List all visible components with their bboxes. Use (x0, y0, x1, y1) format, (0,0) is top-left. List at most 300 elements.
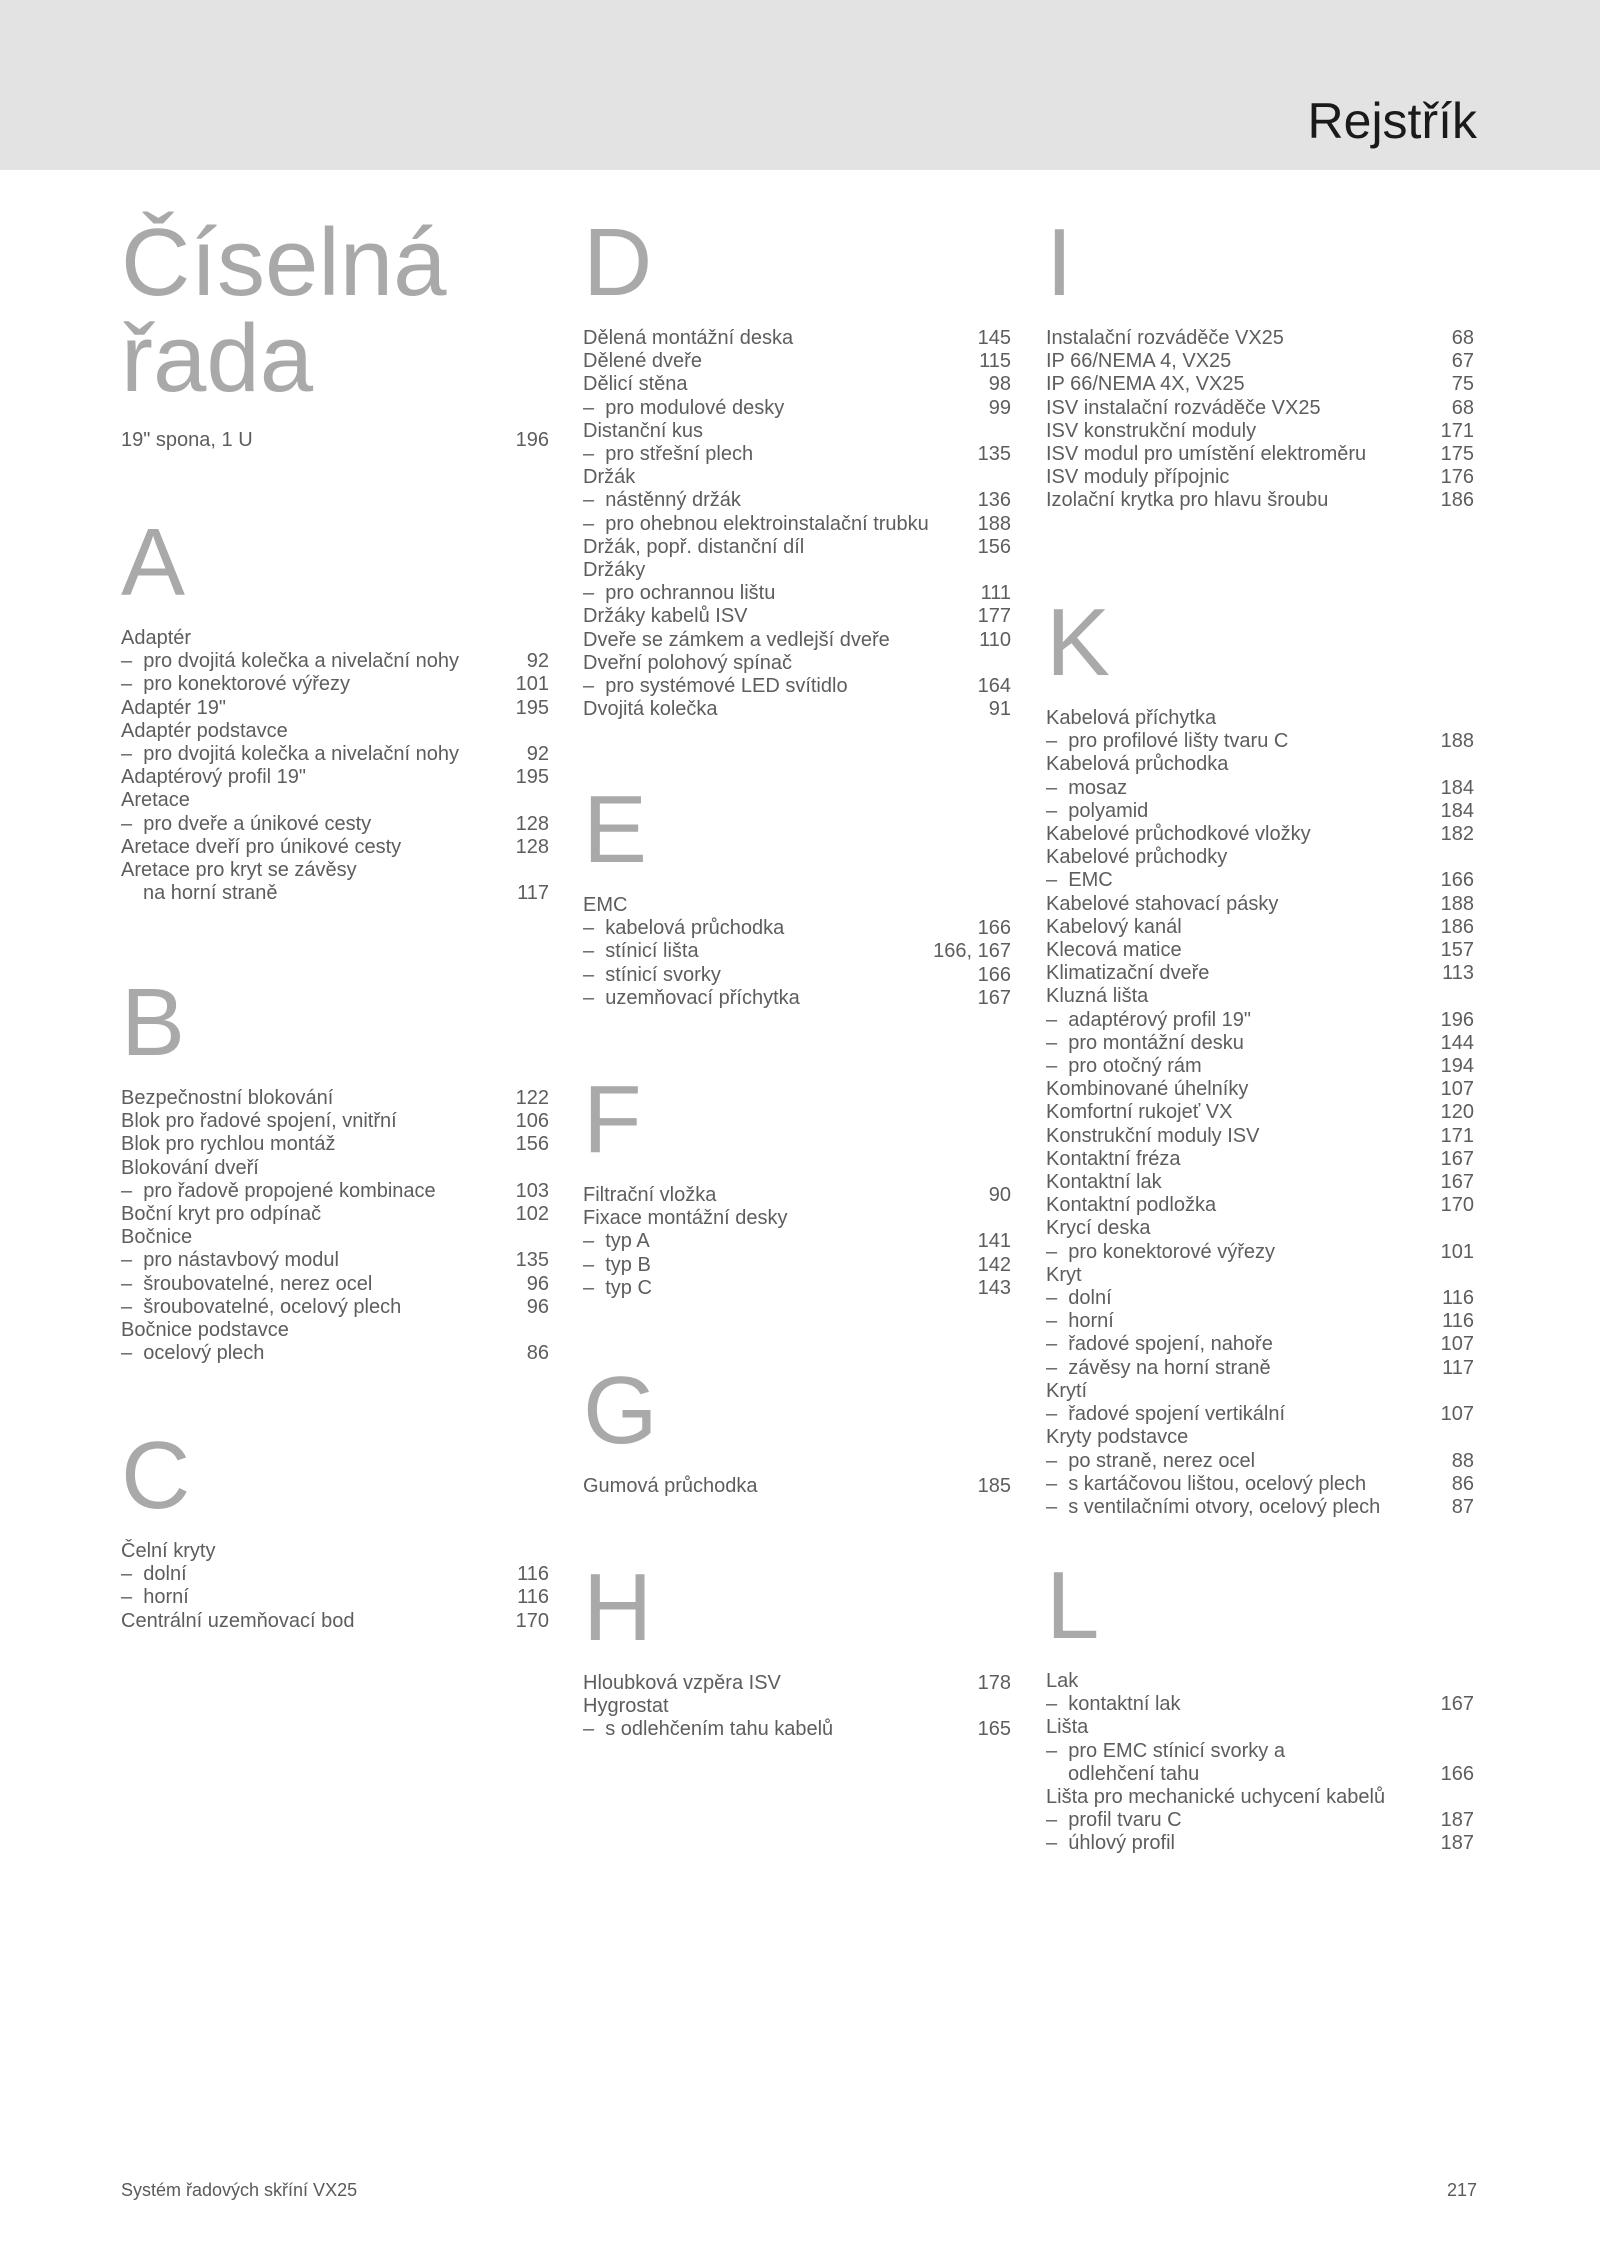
entry-term: Kryty podstavce (1046, 1426, 1189, 1449)
entry-term: Kontaktní lak (1046, 1171, 1162, 1194)
entry-term: Aretace pro kryt se závěsy (121, 859, 357, 882)
entry-page: 102 (515, 1203, 549, 1226)
index-entry (1046, 1426, 1474, 1449)
index-section (1046, 589, 1474, 1519)
entry-term: Izolační krytka pro hlavu šroubu (1046, 489, 1329, 512)
entry-page: 91 (988, 698, 1011, 721)
index-entry (583, 1230, 1011, 1253)
index-section (583, 1066, 1011, 1300)
index-entry (121, 859, 549, 882)
entry-term: – horní (121, 1586, 509, 1609)
index-section (583, 1357, 1011, 1498)
index-entry (1046, 489, 1474, 512)
entry-term: ISV modul pro umístění elektroměru (1046, 443, 1367, 466)
index-entry (1046, 753, 1474, 776)
section-letter: G (583, 1357, 658, 1464)
entry-term: Dělicí stěna (583, 373, 688, 396)
entry-page: 195 (515, 766, 549, 789)
entry-term: Hygrostat (583, 1695, 669, 1718)
section-letter: L (1046, 1552, 1100, 1659)
index-entry (121, 1203, 549, 1226)
entry-term: Bočnice (121, 1226, 193, 1249)
entry-page: 90 (988, 1184, 1011, 1206)
entry-term: – kontaktní lak (1046, 1693, 1433, 1716)
index-entry (583, 1207, 1011, 1230)
entry-page: 116 (1442, 1310, 1474, 1333)
entry-page: 156 (515, 1133, 549, 1156)
index-entry (1046, 1101, 1474, 1124)
section-letter: I (1046, 209, 1073, 316)
entry-term: Boční kryt pro odpínač (121, 1203, 322, 1226)
index-entry (121, 1296, 549, 1319)
index-entry (121, 697, 549, 720)
entry-term: – pro ohebnou elektroinstalační trubku (583, 513, 970, 536)
entry-term: Lišta pro mechanické uchycení kabelů (1046, 1786, 1386, 1809)
entry-term: – pro montážní desku (1046, 1032, 1433, 1055)
entry-term: Adaptér (121, 627, 192, 649)
index-entry (583, 987, 1011, 1010)
index-entry (1046, 707, 1474, 730)
index-entry (1046, 1809, 1474, 1832)
section-letter: A (121, 509, 186, 616)
entry-term: Bočnice podstavce (121, 1319, 289, 1342)
entry-page: 167 (1440, 1693, 1474, 1716)
entry-term: Držáky kabelů ISV (583, 605, 748, 628)
entry-term: Dělená montážní deska (583, 327, 794, 349)
entry-term: Kombinované úhelníky (1046, 1078, 1249, 1101)
entry-page: 145 (977, 327, 1011, 349)
index-entry (121, 882, 549, 905)
index-entry (121, 429, 549, 452)
entry-term: – typ C (583, 1277, 970, 1300)
entry-term: – ocelový plech (121, 1342, 519, 1365)
entry-term: Distanční kus (583, 419, 704, 442)
index-entry (1046, 846, 1474, 869)
index-section (583, 1554, 1011, 1742)
index-entry (121, 650, 549, 673)
entry-term: Centrální uzemňovací bod (121, 1609, 355, 1632)
index-entry (583, 894, 1011, 917)
entry-term: – pro EMC stínicí svorky a (1046, 1740, 1466, 1763)
entry-term: – stínicí svorky (583, 964, 970, 987)
entry-page: 135 (977, 443, 1011, 466)
entry-term: Čelní kryty (121, 1540, 216, 1562)
index-entry (121, 1133, 549, 1156)
index-entry (1046, 1357, 1474, 1380)
entry-page: 106 (515, 1110, 549, 1133)
entry-page: 157 (1440, 939, 1474, 962)
entry-term: – úhlový profil (1046, 1832, 1433, 1855)
entry-term: – nástěnný držák (583, 489, 970, 512)
entry-page: 107 (1440, 1078, 1474, 1101)
entry-page: 110 (979, 628, 1011, 651)
section-letter: B (121, 969, 186, 1076)
entry-term: – pro dveře a únikové cesty (121, 813, 508, 836)
entry-page: 178 (977, 1672, 1011, 1694)
index-entry (1046, 1693, 1474, 1716)
entry-term: Adaptér 19" (121, 696, 226, 719)
index-entry (583, 1277, 1011, 1300)
entry-term: – kabelová průchodka (583, 917, 970, 940)
index-entry (1046, 397, 1474, 420)
entry-page: 170 (1440, 1194, 1474, 1217)
index-entry (583, 420, 1011, 443)
index-entry (1046, 1496, 1474, 1519)
entry-term: Krytí (1046, 1379, 1088, 1402)
entry-term: – uzemňovací příchytka (583, 987, 970, 1010)
index-entry (1046, 1786, 1474, 1809)
index-entry (1046, 1832, 1474, 1855)
index-entry (583, 1695, 1011, 1718)
index-section (1046, 1552, 1474, 1856)
entry-term: Filtrační vložka (583, 1184, 717, 1206)
entry-page: 167 (977, 986, 1011, 1009)
entry-term: – závěsy na horní straně (1046, 1357, 1434, 1380)
entry-term: ISV instalační rozváděče VX25 (1046, 396, 1321, 419)
entry-term: Aretace (121, 789, 190, 812)
entry-page: 194 (1440, 1055, 1474, 1078)
index-entry (121, 743, 549, 766)
entry-term: – dolní (121, 1563, 509, 1586)
index-entry (1046, 466, 1474, 489)
entry-page: 166 (977, 917, 1011, 940)
entry-term: Blokování dveří (121, 1156, 259, 1179)
entry-page: 101 (515, 673, 549, 696)
entry-term: – pro dvojitá kolečka a nivelační nohy (121, 650, 519, 673)
index-section (583, 209, 1011, 721)
index-entry (1046, 869, 1474, 892)
entry-term: Kontaktní podložka (1046, 1194, 1217, 1217)
entry-term: Blok pro řadové spojení, vnitřní (121, 1110, 397, 1133)
entry-page: 92 (526, 743, 549, 766)
section-letter: K (1046, 589, 1111, 696)
index-entry (121, 1342, 549, 1365)
entry-term: – pro řadově propojené kombinace (121, 1180, 508, 1203)
entry-page: 128 (515, 812, 549, 835)
index-entry (1046, 1009, 1474, 1032)
entry-page: 188 (977, 512, 1011, 535)
index-entry (1046, 373, 1474, 396)
entry-term: Kontaktní fréza (1046, 1147, 1181, 1170)
entry-term: Klimatizační dveře (1046, 962, 1210, 985)
index-entry (1046, 1763, 1474, 1786)
entry-term: – řadové spojení vertikální (1046, 1403, 1433, 1426)
entry-page: 175 (1440, 443, 1474, 466)
index-entry (583, 327, 1011, 350)
section-letter: Číselná řada (121, 209, 447, 412)
entry-page: 187 (1440, 1832, 1474, 1855)
index-entry (1046, 1380, 1474, 1403)
index-entry (583, 1254, 1011, 1277)
entry-term: Komfortní rukojeť VX (1046, 1101, 1233, 1124)
entry-page: 177 (977, 605, 1011, 628)
entry-term: Blok pro rychlou montáž (121, 1133, 336, 1156)
entry-term: Krycí deska (1046, 1217, 1151, 1240)
entry-page: 96 (526, 1295, 549, 1318)
entry-term: Kluzná lišta (1046, 985, 1149, 1008)
index-entry (583, 629, 1011, 652)
index-entry (1046, 893, 1474, 916)
index-entry (1046, 1670, 1474, 1693)
index-entry (1046, 1333, 1474, 1356)
index-entry (583, 397, 1011, 420)
entry-page: 166 (977, 963, 1011, 986)
index-entry (121, 673, 549, 696)
entry-page: 99 (988, 396, 1011, 419)
index-entry (121, 766, 549, 789)
entry-page: 111 (980, 582, 1011, 605)
index-entry (583, 466, 1011, 489)
entry-page: 116 (517, 1586, 549, 1609)
entry-term: Dveřní polohový spínač (583, 651, 793, 674)
entry-term: – pro modulové desky (583, 397, 981, 420)
section-letter: F (583, 1066, 642, 1173)
entry-page: 164 (977, 675, 1011, 698)
entry-term: Dveře se zámkem a vedlejší dveře (583, 628, 890, 651)
entry-page: 116 (1442, 1287, 1474, 1310)
entry-page: 196 (515, 429, 549, 451)
entry-page: 117 (1442, 1356, 1474, 1379)
index-entry (121, 789, 549, 812)
entry-term: ISV konstrukční moduly (1046, 419, 1257, 442)
index-entry (583, 350, 1011, 373)
entry-page: 188 (1440, 730, 1474, 753)
index-entry (1046, 1241, 1474, 1264)
entry-term: – šroubovatelné, nerez ocel (121, 1273, 519, 1296)
index-entry (1046, 1171, 1474, 1194)
index-section (121, 509, 549, 905)
entry-term: – mosaz (1046, 777, 1433, 800)
entry-page: 188 (1440, 892, 1474, 915)
index-entry (1046, 962, 1474, 985)
index-entry (1046, 1125, 1474, 1148)
entry-term: – s odlehčením tahu kabelů (583, 1718, 970, 1741)
footer-page-number: 217 (1446, 2180, 1477, 2200)
index-entry (1046, 1217, 1474, 1240)
entry-term: Držák (583, 466, 636, 489)
index-entry (583, 513, 1011, 536)
entry-term: – pro profilové lišty tvaru C (1046, 730, 1433, 753)
entry-page: 117 (517, 882, 549, 905)
entry-page: 182 (1440, 823, 1474, 846)
section-letter: C (121, 1422, 191, 1529)
index-entry (1046, 1264, 1474, 1287)
entry-page: 166, 167 (933, 940, 1011, 963)
entry-term: 19" spona, 1 U (121, 429, 253, 451)
entry-page: 186 (1440, 915, 1474, 938)
entry-page: 143 (977, 1276, 1011, 1299)
index-entry (583, 1475, 1011, 1498)
entry-page: 107 (1440, 1333, 1474, 1356)
index-section (1046, 209, 1474, 513)
entry-term: IP 66/NEMA 4, VX25 (1046, 350, 1232, 373)
entry-term: Dvojitá kolečka (583, 698, 718, 721)
index-entry (121, 1540, 549, 1563)
entry-term: Kabelové průchodkové vložky (1046, 823, 1311, 846)
entry-page: 92 (526, 650, 549, 673)
index-entry (1046, 327, 1474, 350)
entry-term: – pro systémové LED svítidlo (583, 675, 970, 698)
index-entry (1046, 1287, 1474, 1310)
index-entry (583, 489, 1011, 512)
entry-page: 135 (515, 1249, 549, 1272)
entry-term: Adaptérový profil 19" (121, 766, 306, 789)
entry-page: 67 (1451, 350, 1474, 373)
index-entry (121, 1586, 549, 1609)
entry-page: 167 (1440, 1147, 1474, 1170)
entry-term: Kryt (1046, 1263, 1082, 1286)
index-section (121, 969, 549, 1365)
entry-term: Aretace dveří pro únikové cesty (121, 835, 402, 858)
entry-term: – s ventilačními otvory, ocelový plech (1046, 1496, 1444, 1519)
entry-page: 75 (1451, 373, 1474, 396)
index-entry (121, 1249, 549, 1272)
index-entry (1046, 1194, 1474, 1217)
entry-term: – šroubovatelné, ocelový plech (121, 1296, 519, 1319)
index-entry (1046, 800, 1474, 823)
index-entry (1046, 1473, 1474, 1496)
index-entry (583, 917, 1011, 940)
page-title: Rejstřík (1307, 93, 1477, 149)
footer-title: Systém řadových skříní VX25 (121, 2180, 358, 2200)
entry-page: 166 (1440, 1762, 1474, 1785)
entry-page: 186 (1440, 489, 1474, 512)
index-section (583, 776, 1011, 1010)
index-entry (1046, 939, 1474, 962)
section-letter: E (583, 776, 648, 883)
entry-term: Konstrukční moduly ISV (1046, 1124, 1260, 1147)
entry-term: Klecová matice (1046, 939, 1182, 962)
index-entry (583, 373, 1011, 396)
entry-page: 171 (1440, 1124, 1474, 1147)
entry-term: Lišta (1046, 1716, 1089, 1739)
entry-term: – typ A (583, 1230, 970, 1253)
section-letter: H (583, 1554, 653, 1661)
entry-page: 141 (977, 1230, 1011, 1253)
entry-page: 87 (1451, 1495, 1474, 1518)
entry-term: IP 66/NEMA 4X, VX25 (1046, 373, 1245, 396)
entry-term: – typ B (583, 1254, 970, 1277)
entry-term: – profil tvaru C (1046, 1809, 1433, 1832)
index-entry (1046, 823, 1474, 846)
entry-term: Instalační rozváděče VX25 (1046, 327, 1284, 349)
entry-page: 187 (1440, 1809, 1474, 1832)
entry-page: 196 (1440, 1008, 1474, 1031)
entry-page: 96 (526, 1272, 549, 1295)
index-entry (1046, 1055, 1474, 1078)
index-entry (1046, 420, 1474, 443)
index-entry (583, 559, 1011, 582)
index-entry (1046, 730, 1474, 753)
index-entry (583, 1672, 1011, 1695)
entry-term: Kabelové stahovací pásky (1046, 892, 1279, 915)
index-entry (583, 940, 1011, 963)
entry-term: Lak (1046, 1670, 1079, 1692)
entry-page: 115 (979, 350, 1011, 373)
entry-page: 185 (977, 1475, 1011, 1497)
entry-page: 103 (515, 1179, 549, 1202)
index-entry (1046, 1148, 1474, 1171)
entry-page: 176 (1440, 466, 1474, 489)
entry-page: 122 (515, 1087, 549, 1109)
entry-term: odlehčení tahu (1068, 1762, 1200, 1785)
index-entry (121, 1610, 549, 1633)
index-entry (1046, 1032, 1474, 1055)
index-entry (583, 605, 1011, 628)
entry-term: EMC (583, 894, 628, 916)
index-entry (121, 1157, 549, 1180)
entry-term: Kabelový kanál (1046, 915, 1182, 938)
entry-term: Fixace montážní desky (583, 1207, 788, 1230)
entry-page: 171 (1440, 419, 1474, 442)
entry-page: 170 (515, 1609, 549, 1632)
entry-page: 165 (977, 1718, 1011, 1741)
index-entry (1046, 350, 1474, 373)
index-entry (583, 675, 1011, 698)
index-entry (121, 1226, 549, 1249)
entry-term: Kabelová příchytka (1046, 707, 1217, 729)
index-entry (1046, 1403, 1474, 1426)
entry-term: – s kartáčovou lištou, ocelový plech (1046, 1473, 1444, 1496)
index-entry (121, 1087, 549, 1110)
entry-term: Kabelová průchodka (1046, 753, 1229, 776)
entry-page: 98 (988, 373, 1011, 396)
entry-term: – stínicí lišta (583, 940, 925, 963)
index-entry (583, 582, 1011, 605)
entry-term: – horní (1046, 1310, 1434, 1333)
entry-term: – pro dvojitá kolečka a nivelační nohy (121, 743, 519, 766)
index-entry (121, 813, 549, 836)
entry-term: Gumová průchodka (583, 1475, 758, 1497)
entry-term: – adaptérový profil 19" (1046, 1009, 1433, 1032)
entry-page: 107 (1440, 1403, 1474, 1426)
entry-term: Adaptér podstavce (121, 719, 288, 742)
index-entry (1046, 443, 1474, 466)
entry-page: 167 (1440, 1171, 1474, 1194)
index-entry (583, 1718, 1011, 1741)
index-entry (583, 652, 1011, 675)
entry-page: 88 (1451, 1449, 1474, 1472)
index-entry (583, 964, 1011, 987)
index-entry (1046, 985, 1474, 1008)
index-entry (121, 1110, 549, 1133)
entry-term: Držáky (583, 559, 646, 582)
entry-term: na horní straně (143, 882, 278, 905)
index-entry (1046, 1450, 1474, 1473)
entry-page: 86 (1451, 1472, 1474, 1495)
index-section (121, 1422, 549, 1633)
index-entry (583, 1184, 1011, 1207)
index-entry (583, 536, 1011, 559)
entry-page: 142 (977, 1253, 1011, 1276)
index-entry (121, 1319, 549, 1342)
entry-page: 116 (517, 1563, 549, 1586)
index-entry (121, 1180, 549, 1203)
entry-term: Bezpečnostní blokování (121, 1087, 334, 1109)
entry-page: 195 (515, 696, 549, 719)
entry-page: 113 (1442, 962, 1474, 985)
entry-term: Držák, popř. distanční díl (583, 535, 805, 558)
entry-page: 184 (1440, 776, 1474, 799)
index-entry (1046, 916, 1474, 939)
entry-term: – polyamid (1046, 800, 1433, 823)
index-entry (121, 720, 549, 743)
entry-page: 120 (1440, 1101, 1474, 1124)
entry-page: 184 (1440, 799, 1474, 822)
entry-page: 144 (1440, 1031, 1474, 1054)
entry-term: – pro otočný rám (1046, 1055, 1433, 1078)
index-entry (1046, 1716, 1474, 1739)
